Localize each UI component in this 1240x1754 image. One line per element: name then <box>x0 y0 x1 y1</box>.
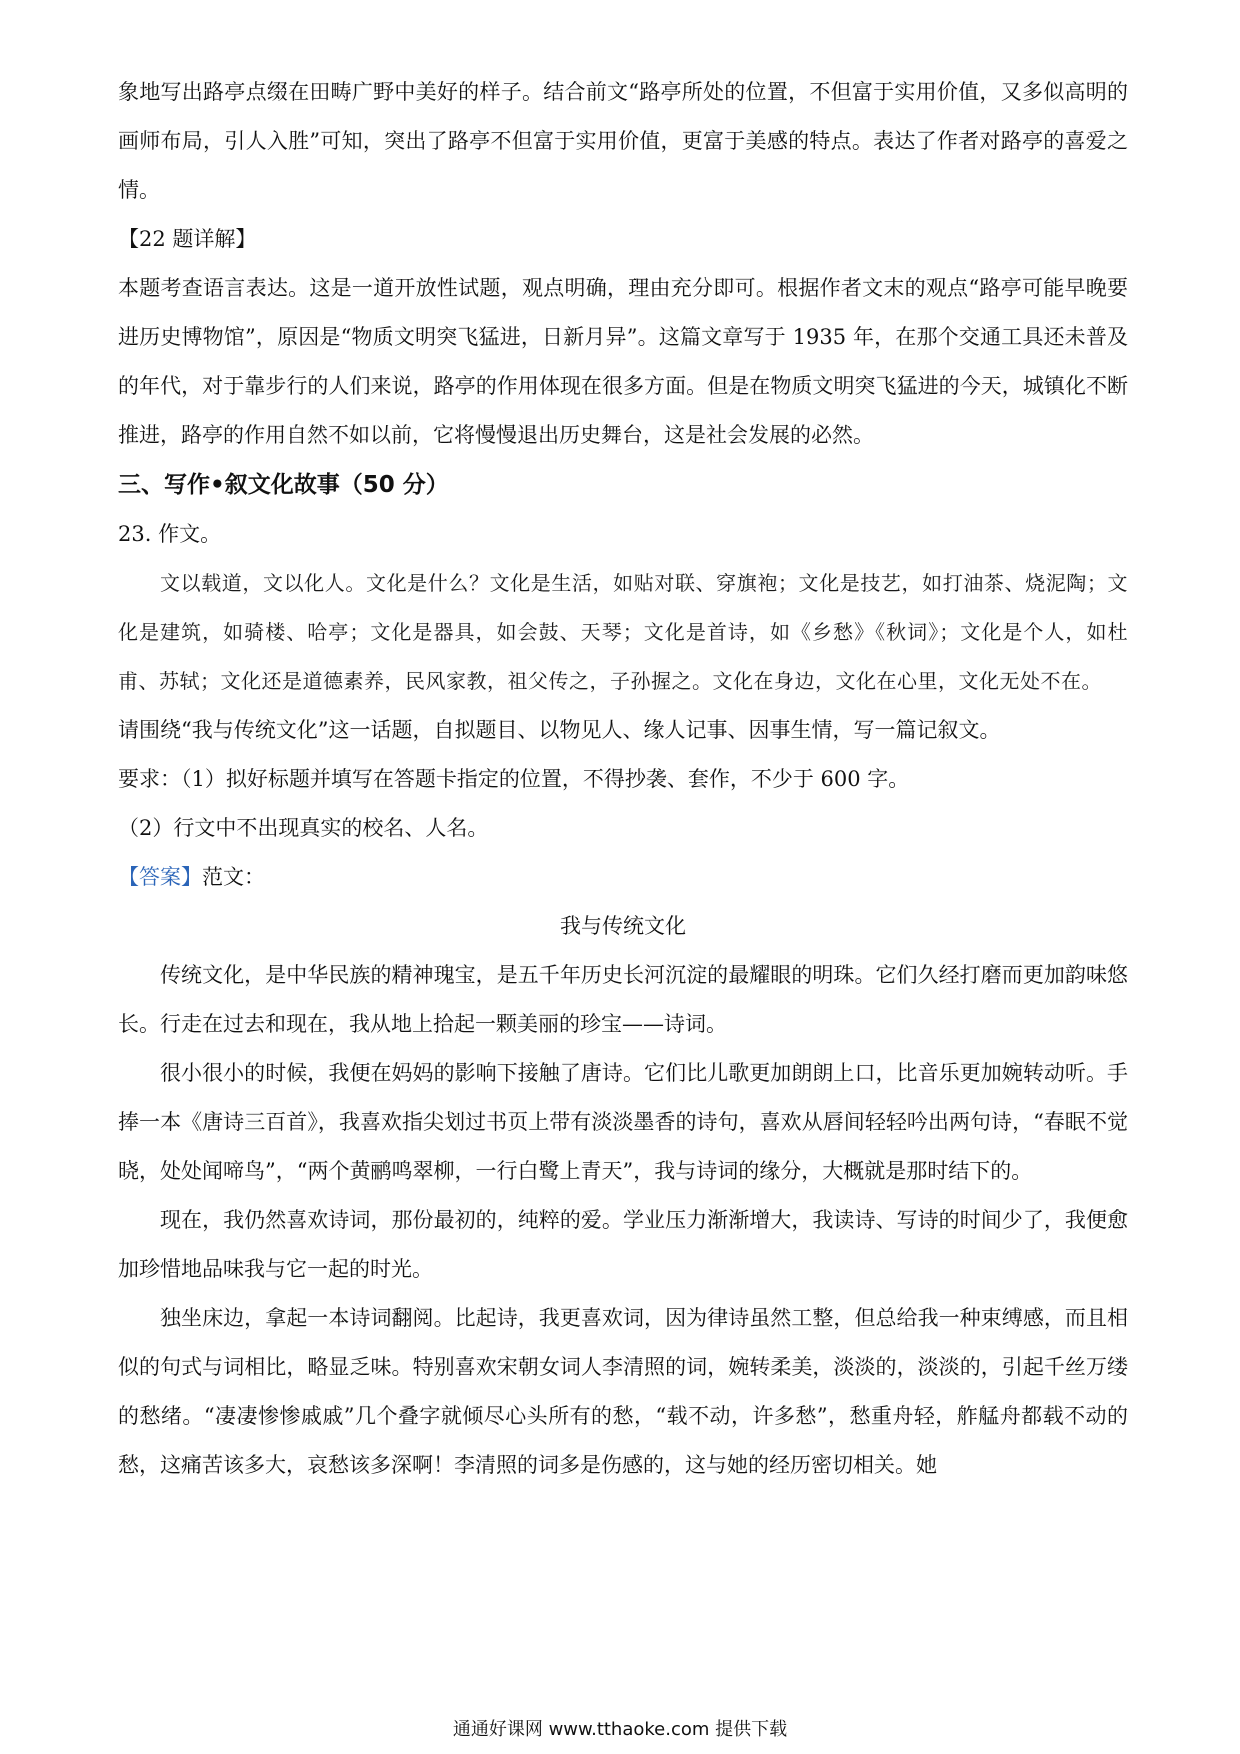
q23-requirement-2: （2）行文中不出现真实的校名、人名。 <box>118 816 489 840</box>
answer-line <box>118 853 1128 902</box>
answer-label: 【答案】 <box>118 865 202 889</box>
essay-paragraph-1: 传统文化，是中华民族的精神瑰宝，是五千年历史长河沉淀的最耀眼的明珠。它们久经打磨而更加韵味悠长。行走在过去和现在，我从地上拾起一颗美丽的珍宝——诗词。 <box>118 963 1128 1036</box>
answer-suffix: 范文： <box>202 865 265 889</box>
page-content <box>118 68 1128 1490</box>
essay-paragraph-2: 很小很小的时候，我便在妈妈的影响下接触了唐诗。它们比儿歌更加朗朗上口，比音乐更加婉转动听。手捧一本《唐诗三百首》，我喜欢指尖划过书页上带有淡淡墨香的诗句，喜欢从唇间轻轻吟出两句诗，“春眠不觉晓，处处闻啼鸟”，“两个黄鹂鸣翠柳，一行白鹭上青天”，我与诗词的缘分，大概就是那时结下的。 <box>118 1061 1128 1183</box>
q21-analysis-tail: 象地写出路亭点缀在田畴广野中美好的样子。结合前文“路亭所处的位置，不但富于实用价值，又多似高明的画师布局，引人入胜”可知，突出了路亭不但富于实用价值，更富于美感的特点。表达了作者对路亭的喜爱之情。 <box>118 80 1128 202</box>
essay-paragraph-3: 现在，我仍然喜欢诗词，那份最初的，纯粹的爱。学业压力渐渐增大，我读诗、写诗的时间少了，我便愈加珍惜地品味我与它一起的时光。 <box>118 1208 1128 1281</box>
q23-prompt: 文以载道，文以化人。文化是什么？文化是生活，如贴对联、穿旗袍；文化是技艺，如打油茶、烧泥陶；文化是建筑，如骑楼、哈亭；文化是器具，如会鼓、天琴；文化是首诗，如《乡愁》《秋词》；文化是个人，如杜甫、苏轼；文化还是道德素养，民风家教，祖父传之，子孙握之。文化在身边，文化在心里，文化无处不在。 <box>118 571 1128 693</box>
q23-requirement-1: 要求：（1）拟好标题并填写在答题卡指定的位置，不得抄袭、套作，不少于 600 字。 <box>118 767 910 791</box>
q23-task: 请围绕“我与传统文化”这一话题，自拟题目、以物见人、缘人记事、因事生情，写一篇记叙文。 <box>118 718 1001 742</box>
q22-label: 【22 题详解】 <box>118 227 257 251</box>
essay-title: 我与传统文化 <box>560 914 686 938</box>
q23-label: 23. 作文。 <box>118 522 222 546</box>
page-footer: 通通好课网 www.tthaoke.com 提供下载 <box>452 1719 788 1740</box>
section-3-heading: 三、写作•叙文化故事（50 分） <box>118 472 449 498</box>
essay-paragraph-4: 独坐床边，拿起一本诗词翻阅。比起诗，我更喜欢词，因为律诗虽然工整，但总给我一种束缚感，而且相似的句式与词相比，略显乏味。特别喜欢宋朝女词人李清照的词，婉转柔美，淡淡的，淡淡的，引起千丝万缕的愁绪。“凄凄惨惨戚戚”几个叠字就倾尽心头所有的愁，“载不动，许多愁”，愁重舟轻，舴艋舟都载不动的愁，这痛苦该多大，哀愁该多深啊！李清照的词多是伤感的，这与她的经历密切相关。她 <box>118 1306 1128 1477</box>
q22-explanation: 本题考查语言表达。这是一道开放性试题，观点明确，理由充分即可。根据作者文末的观点“路亭可能早晚要进历史博物馆”，原因是“物质文明突飞猛进，日新月异”。这篇文章写于 1935 年，在那个交通工具还未普及的年代，对于靠步行的人们来说，路亭的作用体现在很多方面。但是在物质文明突飞猛进的今天，城镇化不断推进，路亭的作用自然不如以前，它将慢慢退出历史舞台，这是社会发展的必然。 <box>118 276 1128 447</box>
